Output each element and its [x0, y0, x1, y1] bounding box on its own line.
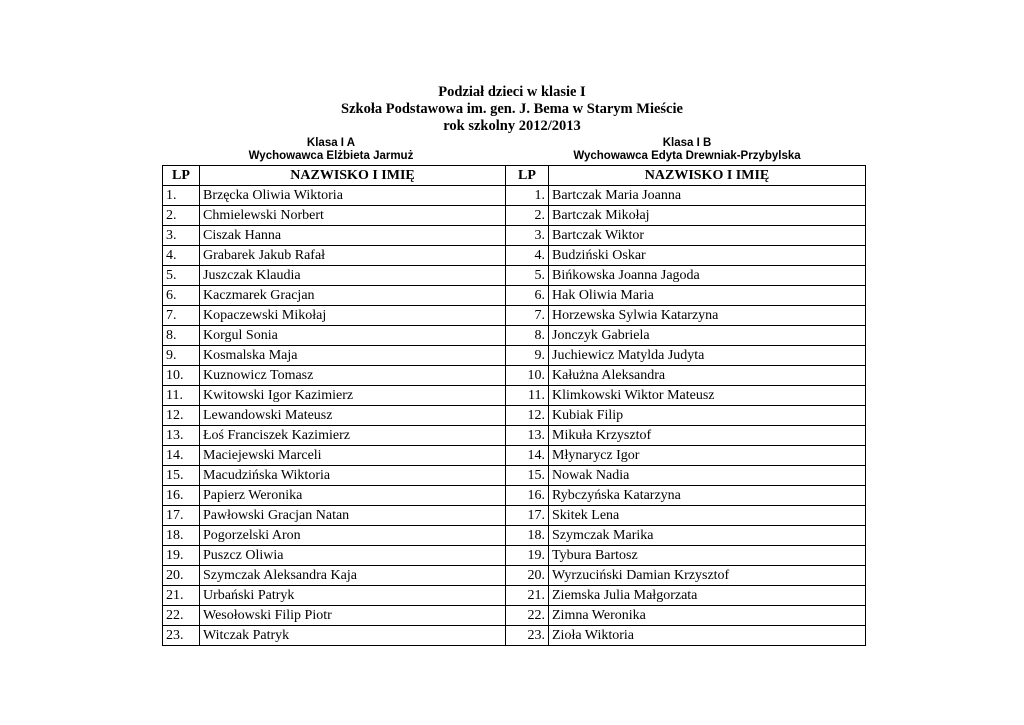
- table-row: [163, 566, 866, 586]
- student-name-b: Tybura Bartosz: [549, 546, 866, 566]
- student-name-a: Lewandowski Mateusz: [200, 406, 506, 426]
- row-number-a: 4.: [163, 246, 200, 266]
- student-name-a: Papierz Weronika: [200, 486, 506, 506]
- row-number-b: 15.: [506, 466, 549, 486]
- class-b-teacher: Wychowawca Edyta Drewniak-Przybylska: [573, 150, 801, 162]
- student-name-a: Maciejewski Marceli: [200, 446, 506, 466]
- row-number-b: 1.: [506, 186, 549, 206]
- student-name-a: Kwitowski Igor Kazimierz: [200, 386, 506, 406]
- row-number-b: 13.: [506, 426, 549, 446]
- row-number-a: 20.: [163, 566, 200, 586]
- table-row: [163, 266, 866, 286]
- student-name-a: Kuznowicz Tomasz: [200, 366, 506, 386]
- class-a-header: [163, 137, 499, 163]
- row-number-a: 13.: [163, 426, 200, 446]
- table-row: [163, 326, 866, 346]
- table-row: [163, 546, 866, 566]
- student-name-b: Nowak Nadia: [549, 466, 866, 486]
- table-row: [163, 206, 866, 226]
- table-row: [163, 466, 866, 486]
- row-number-b: 6.: [506, 286, 549, 306]
- table-row: [163, 486, 866, 506]
- student-name-a: Macudzińska Wiktoria: [200, 466, 506, 486]
- class-roster-table: [162, 165, 866, 646]
- document-title: Podział dzieci w klasie I: [438, 84, 586, 100]
- row-number-b: 18.: [506, 526, 549, 546]
- student-name-a: Kopaczewski Mikołaj: [200, 306, 506, 326]
- class-a-name: Klasa I A: [306, 137, 356, 149]
- student-name-a: Brzęcka Oliwia Wiktoria: [200, 186, 506, 206]
- student-name-b: Horzewska Sylwia Katarzyna: [549, 306, 866, 326]
- row-number-b: 19.: [506, 546, 549, 566]
- student-name-a: Witczak Patryk: [200, 626, 506, 646]
- column-header-lp-a: LP: [163, 166, 200, 186]
- row-number-b: 14.: [506, 446, 549, 466]
- row-number-b: 16.: [506, 486, 549, 506]
- column-header-name-a: NAZWISKO I IMIĘ: [200, 166, 506, 186]
- table-row: [163, 526, 866, 546]
- row-number-b: 11.: [506, 386, 549, 406]
- student-name-b: Jonczyk Gabriela: [549, 326, 866, 346]
- table-row: [163, 626, 866, 646]
- table-row: [163, 426, 866, 446]
- student-name-a: Pogorzelski Aron: [200, 526, 506, 546]
- document-header: [0, 84, 1024, 135]
- row-number-a: 18.: [163, 526, 200, 546]
- student-name-b: Rybczyńska Katarzyna: [549, 486, 866, 506]
- row-number-b: 17.: [506, 506, 549, 526]
- student-name-b: Hak Oliwia Maria: [549, 286, 866, 306]
- student-name-b: Bartczak Wiktor: [549, 226, 866, 246]
- student-name-a: Kosmalska Maja: [200, 346, 506, 366]
- student-name-a: Korgul Sonia: [200, 326, 506, 346]
- row-number-a: 11.: [163, 386, 200, 406]
- row-number-b: 9.: [506, 346, 549, 366]
- row-number-a: 2.: [163, 206, 200, 226]
- student-name-b: Szymczak Marika: [549, 526, 866, 546]
- table-row: [163, 346, 866, 366]
- row-number-b: 5.: [506, 266, 549, 286]
- student-name-b: Juchiewicz Matylda Judyta: [549, 346, 866, 366]
- student-name-a: Pawłowski Gracjan Natan: [200, 506, 506, 526]
- student-name-b: Młynarycz Igor: [549, 446, 866, 466]
- table-row: [163, 606, 866, 626]
- row-number-a: 12.: [163, 406, 200, 426]
- row-number-a: 9.: [163, 346, 200, 366]
- table-row: [163, 506, 866, 526]
- table-row: [163, 366, 866, 386]
- row-number-a: 19.: [163, 546, 200, 566]
- row-number-a: 8.: [163, 326, 200, 346]
- student-name-b: Skitek Lena: [549, 506, 866, 526]
- row-number-a: 23.: [163, 626, 200, 646]
- row-number-a: 3.: [163, 226, 200, 246]
- row-number-a: 16.: [163, 486, 200, 506]
- school-year: rok szkolny 2012/2013: [443, 118, 581, 134]
- table-row: [163, 286, 866, 306]
- row-number-b: 4.: [506, 246, 549, 266]
- row-number-a: 14.: [163, 446, 200, 466]
- row-number-a: 5.: [163, 266, 200, 286]
- row-number-b: 22.: [506, 606, 549, 626]
- row-number-a: 1.: [163, 186, 200, 206]
- class-b-name: Klasa I B: [662, 137, 712, 149]
- student-name-b: Zioła Wiktoria: [549, 626, 866, 646]
- table-row: [163, 186, 866, 206]
- column-header-lp-b: LP: [506, 166, 549, 186]
- row-number-b: 7.: [506, 306, 549, 326]
- student-name-b: Klimkowski Wiktor Mateusz: [549, 386, 866, 406]
- table-row: [163, 586, 866, 606]
- student-name-a: Urbański Patryk: [200, 586, 506, 606]
- row-number-a: 17.: [163, 506, 200, 526]
- class-a-teacher: Wychowawca Elżbieta Jarmuż: [248, 150, 414, 162]
- student-name-b: Kubiak Filip: [549, 406, 866, 426]
- row-number-a: 21.: [163, 586, 200, 606]
- row-number-b: 21.: [506, 586, 549, 606]
- student-name-b: Kałużna Aleksandra: [549, 366, 866, 386]
- student-name-a: Łoś Franciszek Kazimierz: [200, 426, 506, 446]
- table-row: [163, 306, 866, 326]
- student-name-a: Puszcz Oliwia: [200, 546, 506, 566]
- student-name-b: Bartczak Mikołaj: [549, 206, 866, 226]
- student-name-b: Wyrzuciński Damian Krzysztof: [549, 566, 866, 586]
- student-name-b: Ziemska Julia Małgorzata: [549, 586, 866, 606]
- row-number-a: 22.: [163, 606, 200, 626]
- school-name: Szkoła Podstawowa im. gen. J. Bema w Starym Mieście: [341, 101, 683, 117]
- row-number-b: 2.: [506, 206, 549, 226]
- student-name-a: Wesołowski Filip Piotr: [200, 606, 506, 626]
- row-number-b: 12.: [506, 406, 549, 426]
- student-name-a: Szymczak Aleksandra Kaja: [200, 566, 506, 586]
- student-name-b: Bińkowska Joanna Jagoda: [549, 266, 866, 286]
- row-number-b: 8.: [506, 326, 549, 346]
- table-row: [163, 446, 866, 466]
- student-name-b: Budziński Oskar: [549, 246, 866, 266]
- table-body: [163, 186, 866, 646]
- row-number-b: 10.: [506, 366, 549, 386]
- table-row: [163, 246, 866, 266]
- student-name-b: Zimna Weronika: [549, 606, 866, 626]
- row-number-a: 15.: [163, 466, 200, 486]
- row-number-a: 7.: [163, 306, 200, 326]
- table-row: [163, 386, 866, 406]
- student-name-a: Grabarek Jakub Rafał: [200, 246, 506, 266]
- class-b-header: [513, 137, 861, 163]
- student-name-b: Bartczak Maria Joanna: [549, 186, 866, 206]
- table-row: [163, 406, 866, 426]
- row-number-a: 10.: [163, 366, 200, 386]
- table-row: [163, 226, 866, 246]
- row-number-a: 6.: [163, 286, 200, 306]
- student-name-a: Ciszak Hanna: [200, 226, 506, 246]
- column-header-name-b: NAZWISKO I IMIĘ: [549, 166, 866, 186]
- table-header-row: [163, 166, 866, 186]
- student-name-a: Kaczmarek Gracjan: [200, 286, 506, 306]
- row-number-b: 20.: [506, 566, 549, 586]
- row-number-b: 3.: [506, 226, 549, 246]
- row-number-b: 23.: [506, 626, 549, 646]
- student-name-a: Chmielewski Norbert: [200, 206, 506, 226]
- student-name-a: Juszczak Klaudia: [200, 266, 506, 286]
- student-name-b: Mikuła Krzysztof: [549, 426, 866, 446]
